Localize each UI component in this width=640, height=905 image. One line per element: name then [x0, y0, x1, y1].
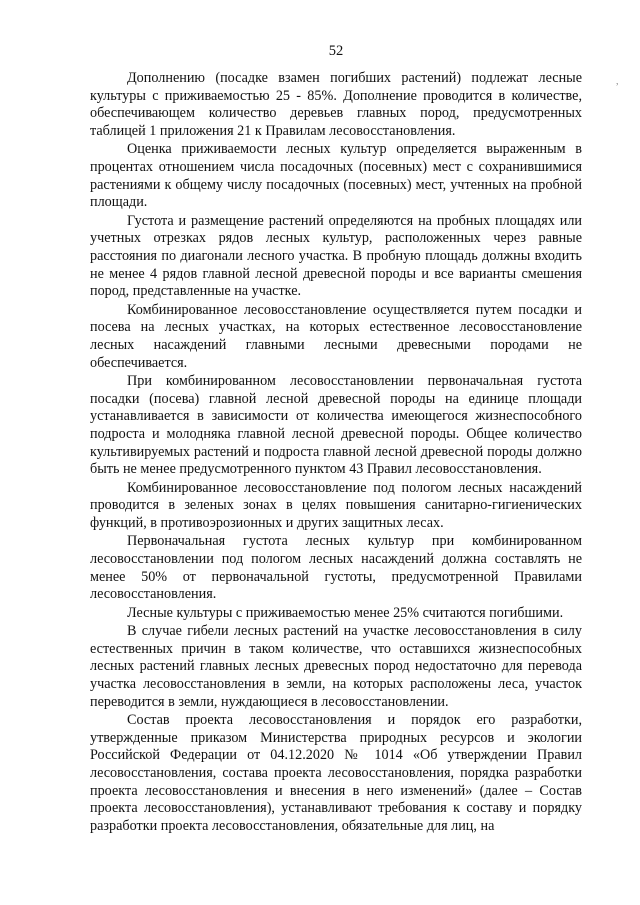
paragraph-8: Лесные культуры с приживаемостью менее 25% считаются погибшими.	[127, 604, 564, 621]
paragraph-4: Комбинированное лесовосстановление осуществляется путем посадки и посева на лесных участках, на которых естественное лесовосстановление лесных насаждений главными лесными древесными породами не обеспечивается.	[90, 301, 582, 371]
document-body	[90, 70, 582, 836]
paragraph-3: Густота и размещение растений определяются на пробных площадях или учетных отрезках рядов лесных культур, расположенных через равные расстояния по диагонали лесного участка. В пробную площадь должны входить не менее 4 рядов главной лесной древесной породы и все варианты смешения пород, представленные на участке.	[90, 212, 582, 300]
paragraph-10: Состав проекта лесовосстановления и порядок его разработки, утвержденные приказом Министерства природных ресурсов и экологии Российской Федерации от 04.12.2020 № 1014 «Об утверждении Правил лесовосстановления, состава проекта лесовосстановления, порядка разработки проекта лесовосстановления и внесения в него изменений» (далее – Состав проекта лесовосстановления), устанавливают требования к составу и порядку разработки проекта лесовосстановления, обязательные для лиц, на	[90, 711, 582, 835]
paragraph-7: Первоначальная густота лесных культур при комбинированном лесовосстановлении под пологом лесных насаждений должна составлять не менее 50% от первоначальной густоты, предусмотренной Правилами лесовосстановления.	[90, 533, 582, 603]
paragraph-9: В случае гибели лесных растений на участке лесовосстановления в силу естественных причин в таком количестве, что оставшихся жизнеспособных лесных растений главных лесных древесных пород недостаточно для перевода участка лесовосстановления в земли, на которых расположены леса, участок переводится в земли, нуждающиеся в лесовосстановлении.	[90, 622, 582, 710]
paragraph-1: Дополнению (посадке взамен погибших растений) подлежат лесные культуры с приживаемостью 25 - 85%. Дополнение проводится в количестве, обеспечивающем количество деревьев главных пород, предусмотренных таблицей 1 приложения 21 к Правилам лесовосстановления.	[90, 70, 582, 140]
paragraph-6: Комбинированное лесовосстановление под пологом лесных насаждений проводится в зеленых зонах в целях повышения санитарно-гигиенических функций, в противоэрозионных и других защитных лесах.	[90, 479, 582, 532]
margin-mark: ,	[616, 76, 619, 87]
paragraph-2: Оценка приживаемости лесных культур определяется выраженным в процентах отношением числа посадочных (посевных) мест с сохранившимися растениями к общему числу посадочных (посевных) мест, учтенных на пробной площади.	[90, 141, 582, 211]
paragraph-5: При комбинированном лесовосстановлении первоначальная густота посадки (посева) главной лесной древесной породы на единице площади устанавливается в зависимости от количества имеющегося жизнеспособного подроста и молодняка главной лесной древесной породы. Общее количество культивируемых растений и подроста главной лесной древесной породы должно быть не менее предусмотренного пунктом 43 Правил лесовосстановления.	[90, 372, 582, 478]
page-number: 52	[328, 43, 344, 59]
document-page	[90, 0, 582, 905]
